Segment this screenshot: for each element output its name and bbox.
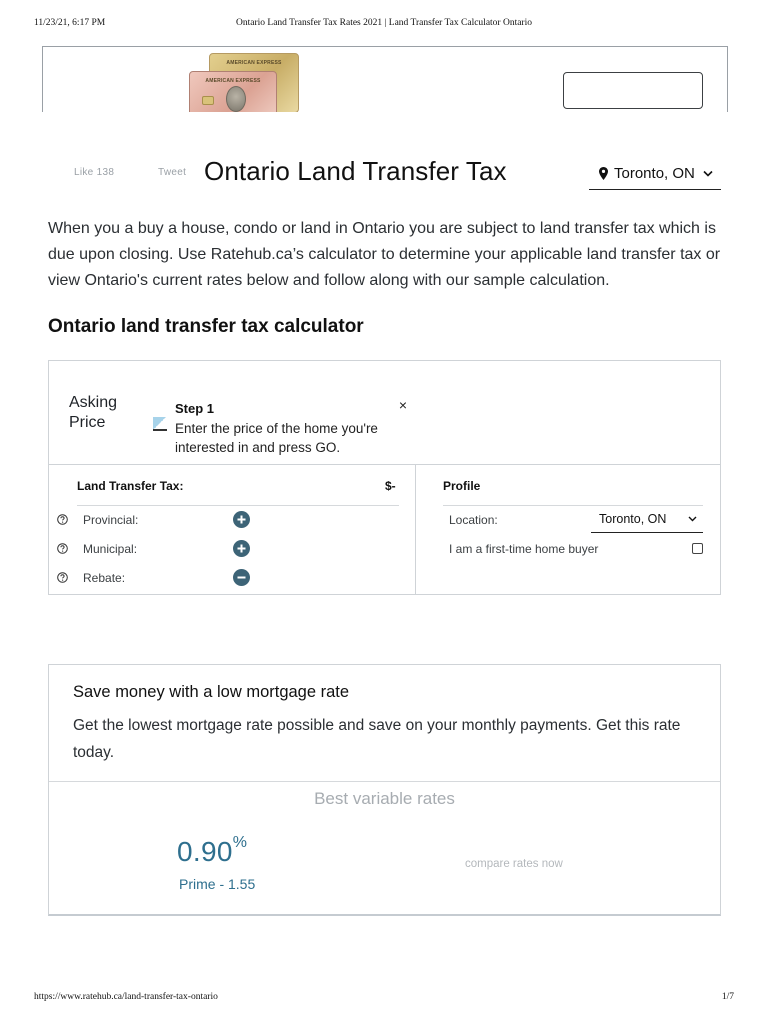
ad-cta-button[interactable] xyxy=(563,72,703,109)
print-url: https://www.ratehub.ca/land-transfer-tax-ontario xyxy=(34,992,218,1002)
divider xyxy=(415,464,416,595)
tax-total: $- xyxy=(385,479,396,493)
card-chip-icon xyxy=(202,96,214,105)
header-location-select[interactable] xyxy=(589,158,721,190)
close-icon[interactable]: × xyxy=(398,397,407,413)
question-icon[interactable] xyxy=(57,543,68,554)
ad-banner[interactable] xyxy=(42,46,728,112)
divider xyxy=(49,781,720,782)
tooltip-pointer xyxy=(153,417,167,429)
first-time-buyer-checkbox[interactable] xyxy=(692,543,703,554)
mortgage-rate-promo xyxy=(48,664,721,916)
divider xyxy=(49,464,720,465)
divider xyxy=(443,505,703,506)
print-page-title: Ontario Land Transfer Tax Rates 2021 | Land Transfer Tax Calculator Ontario xyxy=(236,18,532,28)
question-icon[interactable] xyxy=(57,514,68,525)
print-header xyxy=(34,18,734,32)
tax-row-rebate xyxy=(57,569,407,589)
plus-circle-icon[interactable] xyxy=(233,511,250,528)
card-brand-label: AMERICAN EXPRESS xyxy=(205,78,261,84)
location-label: Location: xyxy=(449,513,498,527)
tooltip-body: Enter the price of the home you're interested in and press GO. xyxy=(175,421,378,455)
promo-title: Save money with a low mortgage rate xyxy=(73,683,350,701)
tax-row-provincial xyxy=(57,511,407,531)
print-page-number: 1/7 xyxy=(721,992,734,1002)
rose-card-image xyxy=(189,71,277,112)
chevron-down-icon xyxy=(703,170,713,177)
compare-rates-link[interactable]: compare rates now xyxy=(465,858,563,870)
plus-circle-icon[interactable] xyxy=(233,540,250,557)
land-transfer-tax-calculator xyxy=(48,360,721,595)
rate-number: 0.90 xyxy=(177,836,233,867)
asking-price-label: Asking Price xyxy=(69,394,118,431)
rate-unit: % xyxy=(232,834,248,851)
card-brand-label: AMERICAN EXPRESS xyxy=(226,60,282,66)
page-title: Ontario Land Transfer Tax xyxy=(204,156,507,186)
tax-header: Land Transfer Tax: xyxy=(77,479,184,493)
card-portrait-icon xyxy=(226,86,246,112)
rate-value xyxy=(177,836,247,868)
intro-paragraph: When you a buy a house, condo or land in Ontario you are subject to land transfer tax which is due upon closing. Use Ratehub.ca’s calculator to determine your applicable land transfer tax or view Ontario's current rates below and follow along with our sample calculation. xyxy=(48,220,721,289)
step-tooltip xyxy=(169,391,409,463)
tax-row-label: Provincial: xyxy=(83,513,139,527)
location-select-value: Toronto, ON xyxy=(599,512,667,526)
location-select[interactable] xyxy=(591,509,703,533)
rates-title: Best variable rates xyxy=(314,789,455,808)
tax-row-label: Municipal: xyxy=(83,542,138,556)
facebook-like-button[interactable]: Like 138 xyxy=(74,167,115,178)
first-time-buyer-label: I am a first-time home buyer xyxy=(449,542,599,556)
question-icon[interactable] xyxy=(57,572,68,583)
chevron-down-icon xyxy=(688,516,697,522)
header-location-value: Toronto, ON xyxy=(614,165,695,182)
tax-row-municipal xyxy=(57,540,407,560)
minus-circle-icon[interactable] xyxy=(233,569,250,586)
profile-header: Profile xyxy=(443,479,481,493)
calculator-section-title: Ontario land transfer tax calculator xyxy=(48,316,364,337)
promo-description: Get the lowest mortgage rate possible and save on your monthly payments. Get this rate today. xyxy=(73,717,681,761)
tax-row-label: Rebate: xyxy=(83,571,126,585)
tweet-button[interactable]: Tweet xyxy=(158,167,187,178)
rate-subtext: Prime - 1.55 xyxy=(179,876,256,892)
print-date: 11/23/21, 6:17 PM xyxy=(34,18,106,28)
asking-price-input[interactable] xyxy=(153,429,167,431)
print-footer xyxy=(34,992,734,1006)
map-pin-icon xyxy=(599,167,608,180)
divider xyxy=(77,505,399,506)
tooltip-title: Step 1 xyxy=(175,401,215,416)
